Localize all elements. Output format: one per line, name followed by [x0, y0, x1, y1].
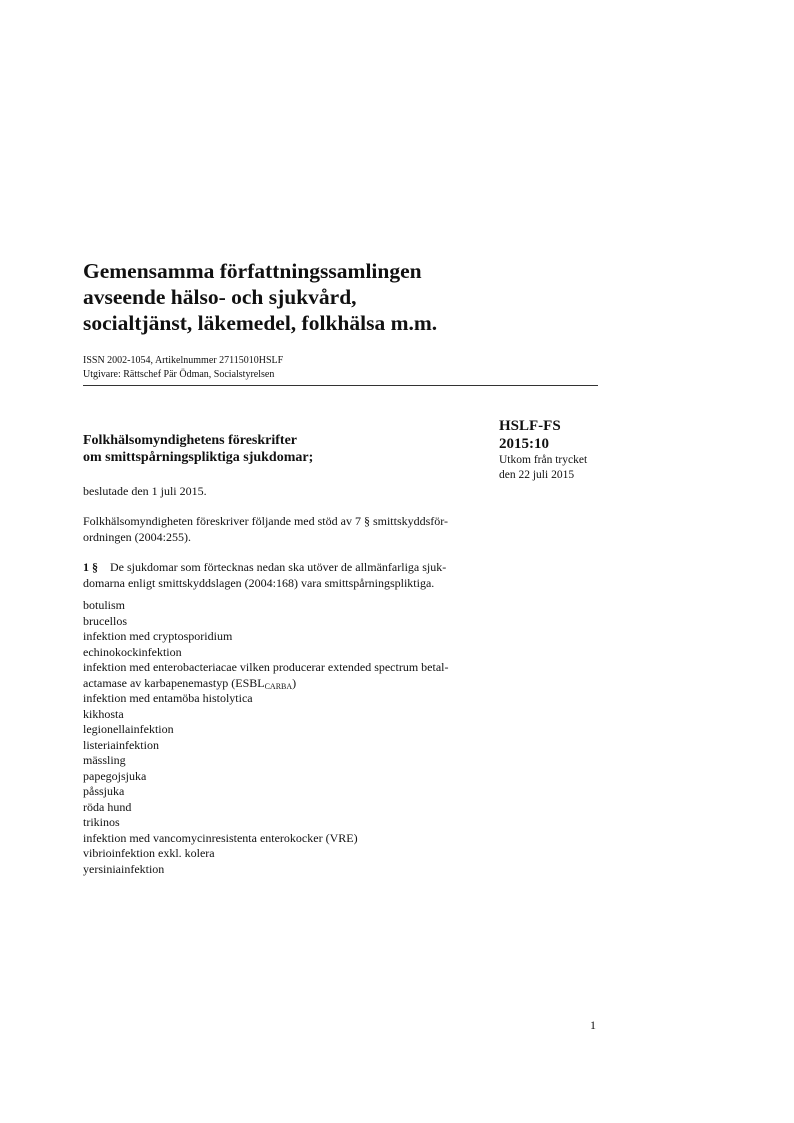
- list-item: infektion med enterobacteriacae vilken producerar extended spectrum betal-: [83, 660, 449, 674]
- published-line-1: Utkom från trycket: [499, 454, 588, 466]
- list-item: brucellos: [83, 613, 127, 628]
- publication-meta: [83, 354, 598, 382]
- collection-title: [83, 258, 603, 336]
- section-1-text-1: De sjukdomar som förtecknas nedan ska utöver de allmänfarliga sjuk-: [110, 560, 447, 574]
- section-1-text-2: domarna enligt smittskyddslagen (2004:168) vara smittspårningspliktiga.: [83, 575, 435, 590]
- page-number: 1: [590, 1018, 596, 1032]
- list-item: påssjuka: [83, 784, 125, 798]
- list-item: röda hund: [83, 799, 132, 814]
- subscript-carba: CARBA: [264, 681, 293, 691]
- section-1-line-1: [83, 560, 493, 576]
- list-item: infektion med vancomycinresistenta enterokocker (VRE): [83, 830, 358, 845]
- list-item: infektion med entamöba histolytica: [83, 691, 253, 705]
- list-item: listeriainfektion: [83, 737, 159, 752]
- intro-line-2: ordningen (2004:255).: [83, 529, 191, 544]
- list-item: infektion med cryptosporidium: [83, 629, 233, 643]
- series-number: 2015:10: [499, 436, 549, 452]
- regulation-title: [83, 432, 493, 466]
- section-mark: 1 §: [83, 560, 98, 574]
- issn-line: ISSN 2002-1054, Artikelnummer 27115010HSLF: [83, 355, 284, 366]
- header-divider: [83, 385, 598, 386]
- collection-title-line-3: socialtjänst, läkemedel, folkhälsa m.m.: [83, 311, 438, 335]
- list-item-text: actamase av karbapenemastyp (ESBL: [83, 675, 265, 690]
- list-item: kikhosta: [83, 706, 124, 721]
- list-item: papegojsjuka: [83, 768, 147, 783]
- intro-paragraph: [83, 514, 493, 545]
- publisher-line: Utgivare: Rättschef Pär Ödman, Socialstyrelsen: [83, 369, 275, 380]
- regulation-title-line-2: om smittspårningspliktiga sjukdomar;: [83, 450, 314, 465]
- section-1-paragraph: [83, 560, 493, 591]
- list-item: yersiniainfektion: [83, 861, 165, 876]
- list-item: echinokockinfektion: [83, 644, 182, 659]
- collection-title-line-2: avseende hälso- och sjukvård,: [83, 285, 357, 309]
- decision-date: beslutade den 1 juli 2015.: [83, 484, 207, 498]
- published-line-2: den 22 juli 2015: [499, 469, 575, 481]
- list-item: botulism: [83, 598, 126, 612]
- list-item: legionellainfektion: [83, 722, 174, 736]
- series-info: [499, 417, 629, 483]
- intro-line-1: Folkhälsomyndigheten föreskriver följande med stöd av 7 § smittskyddsför-: [83, 514, 449, 528]
- collection-title-line-1: Gemensamma författningssamlingen: [83, 259, 422, 283]
- regulation-title-line-1: Folkhälsomyndighetens föreskrifter: [83, 433, 298, 448]
- list-item: [83, 676, 503, 692]
- disease-list: [83, 598, 503, 877]
- closing-paren: ): [292, 675, 297, 690]
- list-item: trikinos: [83, 815, 120, 829]
- list-item: mässling: [83, 753, 126, 767]
- list-item: vibrioinfektion exkl. kolera: [83, 846, 215, 860]
- series-id: HSLF-FS: [499, 418, 561, 434]
